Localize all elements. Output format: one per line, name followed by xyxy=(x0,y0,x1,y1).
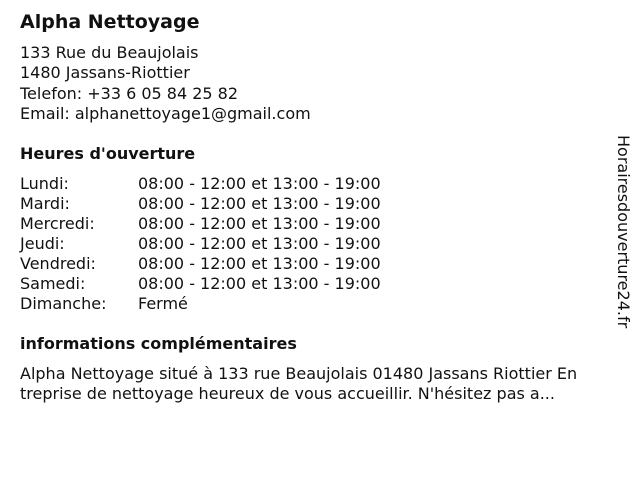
time-range: 08:00 - 12:00 et 13:00 - 19:00 xyxy=(138,254,381,273)
time-range: 08:00 - 12:00 et 13:00 - 19:00 xyxy=(138,194,381,213)
additional-info-heading: informations complémentaires xyxy=(20,334,297,353)
description-line: Alpha Nettoyage situé à 133 rue Beaujolais 01480 Jassans Riottier En xyxy=(20,364,578,383)
day-label: Jeudi: xyxy=(20,234,65,253)
day-label: Lundi: xyxy=(20,174,69,193)
hours-row-tuesday xyxy=(20,194,450,214)
business-name: Alpha Nettoyage xyxy=(20,11,200,33)
hours-row-saturday xyxy=(20,274,450,294)
hours-row-friday xyxy=(20,254,450,274)
address-street: 133 Rue du Beaujolais xyxy=(20,43,199,62)
opening-hours-heading: Heures d'ouverture xyxy=(20,144,196,163)
day-label: Samedi: xyxy=(20,274,86,293)
phone-number: Telefon: +33 6 05 84 25 82 xyxy=(20,83,239,103)
opening-hours-table xyxy=(20,174,450,314)
day-label: Mardi: xyxy=(20,194,70,213)
hours-row-wednesday xyxy=(20,214,450,234)
address-city: 1480 Jassans-Riottier xyxy=(20,63,190,83)
day-label: Vendredi: xyxy=(20,254,96,273)
time-range: 08:00 - 12:00 et 13:00 - 19:00 xyxy=(138,174,381,193)
time-range: 08:00 - 12:00 et 13:00 - 19:00 xyxy=(138,234,381,253)
day-label: Dimanche: xyxy=(20,294,107,313)
hours-row-sunday xyxy=(20,294,450,314)
hours-row-thursday xyxy=(20,234,450,254)
time-range: 08:00 - 12:00 et 13:00 - 19:00 xyxy=(138,214,381,233)
email-address: Email: alphanettoyage1@gmail.com xyxy=(20,103,311,123)
hours-row-monday xyxy=(20,174,450,194)
time-range: 08:00 - 12:00 et 13:00 - 19:00 xyxy=(138,274,381,293)
contact-block xyxy=(20,43,311,124)
site-watermark: Horairesdouverture24.fr xyxy=(614,135,633,329)
description-line: treprise de nettoyage heureux de vous accueillir. N'hésitez pas a... xyxy=(20,384,555,403)
time-range: Fermé xyxy=(138,294,188,313)
day-label: Mercredi: xyxy=(20,214,95,233)
business-description xyxy=(20,364,628,404)
